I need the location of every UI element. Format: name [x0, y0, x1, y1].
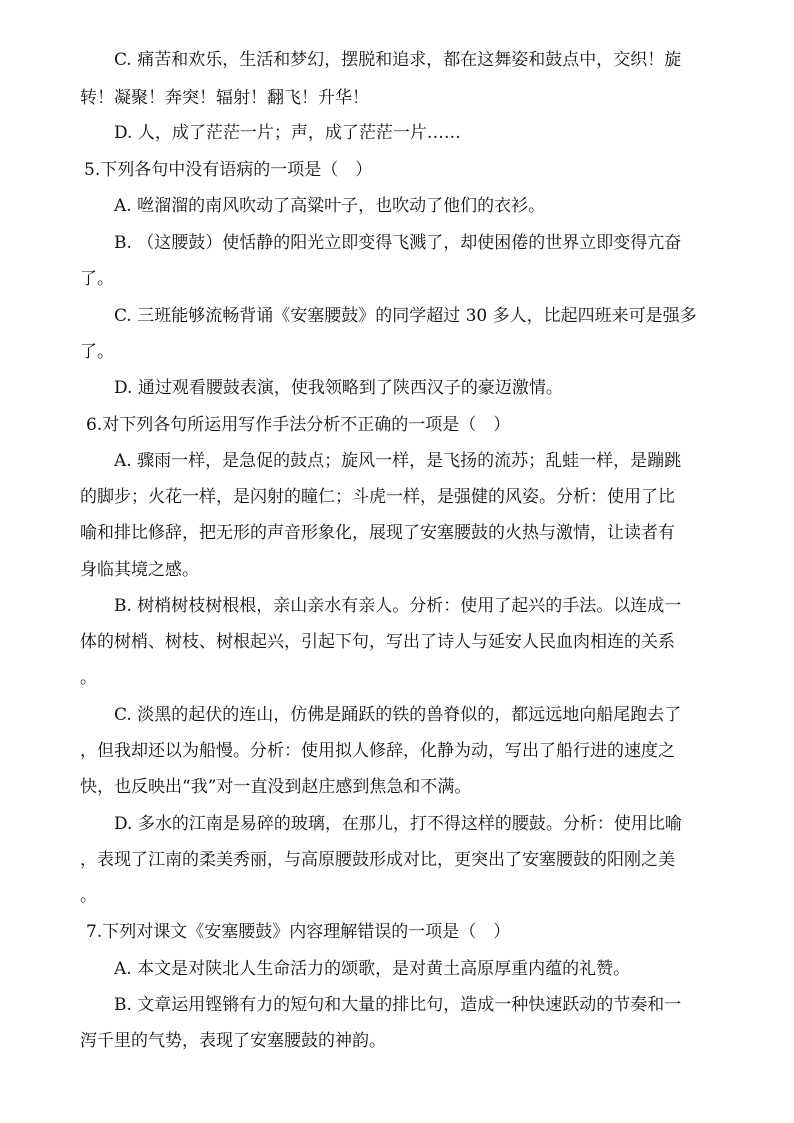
q5-option-c-line-1: C. 三班能够流畅背诵《安塞腰鼓》的同学超过 30 多人，比起四班来可是强多	[114, 306, 697, 326]
q7-option-b-line-1: B. 文章运用铿锵有力的短句和大量的排比句，造成一种快速跃动的节奏和一	[114, 995, 682, 1015]
q5-option-c-line-2: 了。	[80, 342, 114, 362]
q5-option-d: D. 通过观看腰鼓表演，使我领略到了陕西汉子的豪迈激情。	[114, 378, 563, 398]
q7-option-b-line-2: 泻千里的气势，表现了安塞腰鼓的神韵。	[80, 1031, 386, 1051]
q6-option-d-line-2: ，表现了江南的柔美秀丽，与高原腰鼓形成对比，更突出了安塞腰鼓的阳刚之美	[80, 850, 675, 870]
q6-stem: 6.对下列各句所运用写作手法分析不正确的一项是（ ）	[86, 415, 511, 435]
q4-option-c-line-2: 转！凝聚！奔突！辐射！翻飞！升华！	[80, 88, 369, 108]
q6-option-a-line-4: 身临其境之感。	[80, 560, 199, 580]
q7-option-a: A. 本文是对陕北人生命活力的颂歌，是对黄土高原厚重内蕴的礼赞。	[114, 959, 631, 979]
q6-option-c-line-2: ，但我却还以为船慢。分析：使用拟人修辞，化静为动，写出了船行进的速度之	[80, 741, 675, 761]
q5-option-b-line-1: B. （这腰鼓）使恬静的阳光立即变得飞溅了，却使困倦的世界立即变得亢奋	[114, 233, 682, 253]
q6-option-d-line-1: D. 多水的江南是易碎的玻璃，在那儿，打不得这样的腰鼓。分析：使用比喻	[114, 814, 682, 834]
q6-option-a-line-2: 的脚步；火花一样，是闪射的瞳仁；斗虎一样，是强健的风姿。分析：使用了比	[80, 487, 675, 507]
q6-option-b-line-2: 体的树梢、树枝、树根起兴，引起下句，写出了诗人与延安人民血肉相连的关系	[80, 632, 675, 652]
q6-option-a-line-3: 喻和排比修辞，把无形的声音形象化，展现了安塞腰鼓的火热与激情，让读者有	[80, 523, 675, 543]
q6-option-b-line-1: B. 树梢树枝树根根，亲山亲水有亲人。分析：使用了起兴的手法。以连成一	[114, 596, 682, 616]
q6-option-c-line-1: C. 淡黑的起伏的连山，仿佛是踊跃的铁的兽脊似的，都远远地向船尾跑去了	[114, 705, 682, 725]
q6-option-b-line-3: 。	[80, 668, 97, 688]
q6-option-d-line-3: 。	[80, 886, 97, 906]
q4-option-d: D. 人，成了茫茫一片；声，成了茫茫一片……	[114, 123, 461, 143]
q6-option-c-line-3: 快，也反映出“我”对一直没到赵庄感到焦急和不满。	[80, 777, 472, 797]
q6-option-a-line-1: A. 骤雨一样，是急促的鼓点；旋风一样，是飞扬的流苏；乱蛙一样，是蹦跳	[114, 451, 682, 471]
q5-option-a: A. 咝溜溜的南风吹动了高粱叶子，也吹动了他们的衣衫。	[114, 196, 546, 216]
q5-option-b-line-2: 了。	[80, 269, 114, 289]
q4-option-c-line-1: C. 痛苦和欢乐，生活和梦幻，摆脱和追求，都在这舞姿和鼓点中，交织！旋	[114, 50, 682, 70]
q7-stem: 7.下列对课文《安塞腰鼓》内容理解错误的一项是（ ）	[86, 922, 511, 942]
q5-stem: 5.下列各句中没有语病的一项是（ ）	[84, 160, 373, 180]
